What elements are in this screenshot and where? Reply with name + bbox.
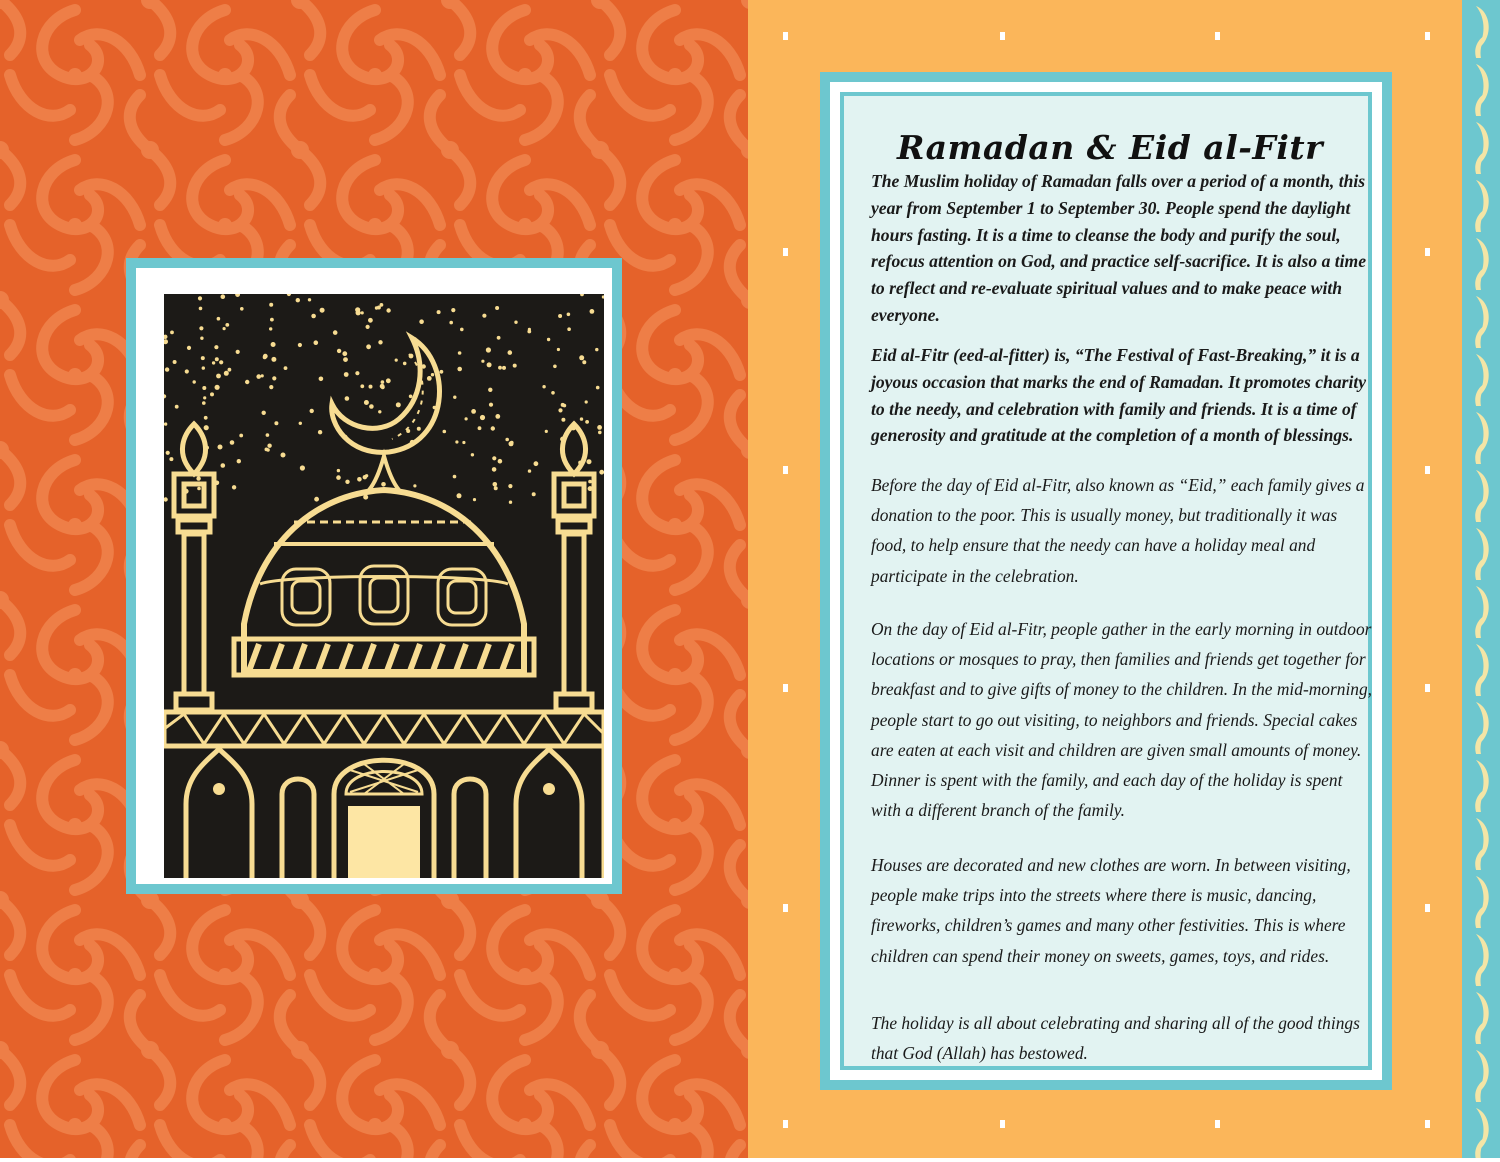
star-dot xyxy=(269,303,273,307)
star-dot xyxy=(187,346,191,350)
star-dot xyxy=(453,475,457,479)
star-dot xyxy=(333,330,338,335)
decorative-dot xyxy=(783,466,788,474)
star-dot xyxy=(298,343,302,347)
star-dot xyxy=(202,401,206,405)
star-dot xyxy=(493,482,498,487)
star-dot xyxy=(473,498,476,501)
star-dot xyxy=(319,377,324,382)
star-dot xyxy=(598,431,602,435)
star-dot xyxy=(386,378,391,383)
star-dot xyxy=(585,400,588,403)
star-dot xyxy=(378,340,382,344)
star-dot xyxy=(375,306,378,309)
star-dot xyxy=(256,374,261,379)
star-dot xyxy=(378,410,381,413)
star-dot xyxy=(567,313,571,317)
star-dot xyxy=(547,338,550,341)
star-dot xyxy=(217,317,221,321)
star-dot xyxy=(487,362,492,367)
star-dot xyxy=(215,385,220,390)
star-dot xyxy=(481,360,484,363)
star-dot xyxy=(558,314,562,318)
star-dot xyxy=(563,404,567,408)
star-dot xyxy=(495,306,499,310)
star-dot xyxy=(492,456,496,460)
star-dot xyxy=(492,467,497,472)
star-dot xyxy=(396,402,401,407)
star-dot xyxy=(272,376,276,380)
star-dot xyxy=(437,310,441,314)
star-dot xyxy=(595,348,598,351)
star-dot xyxy=(214,345,218,349)
star-dot xyxy=(557,348,560,351)
star-dot xyxy=(170,331,174,335)
star-dot xyxy=(582,360,586,364)
star-dot xyxy=(427,376,432,381)
star-dot xyxy=(240,307,244,311)
star-dot xyxy=(495,414,500,419)
star-dot xyxy=(218,445,223,450)
star-dot xyxy=(230,440,235,445)
star-dot xyxy=(534,461,539,466)
star-dot xyxy=(224,371,229,376)
star-dot xyxy=(357,477,362,482)
star-dot xyxy=(169,457,173,461)
star-dot xyxy=(337,349,341,353)
star-dot xyxy=(310,409,314,413)
star-dot xyxy=(368,318,373,323)
star-dot xyxy=(185,369,189,373)
star-dot xyxy=(299,422,302,425)
left-panel xyxy=(0,0,748,1158)
star-dot xyxy=(381,385,385,389)
star-dot xyxy=(553,365,557,369)
star-dot xyxy=(337,469,340,472)
paragraph-eid-definition: Eid al-Fitr (eed-al-fitter) is, “The Festival of Fast-Breaking,” it is a joyous occasion that marks the end of Ramadan. It promotes charity to the needy, and celebration with family and friends. It is a time of generosity and gratitude at the completion of a month of blessings. xyxy=(871,345,1367,446)
star-dot xyxy=(366,325,370,329)
star-dot xyxy=(480,415,485,420)
star-dot xyxy=(494,486,498,490)
decorative-dot xyxy=(783,904,788,912)
text-frame xyxy=(820,72,1392,1090)
star-dot xyxy=(451,308,455,312)
star-dot xyxy=(300,465,305,470)
star-dot xyxy=(381,482,386,487)
star-dot xyxy=(482,314,486,318)
star-dot xyxy=(488,388,492,392)
star-dot xyxy=(443,430,447,434)
star-dot xyxy=(221,294,226,299)
star-dot xyxy=(201,356,205,360)
star-dot xyxy=(261,374,264,377)
star-dot xyxy=(527,330,531,334)
star-dot xyxy=(381,380,385,384)
star-dot xyxy=(513,364,517,368)
star-dot xyxy=(542,385,545,388)
star-dot xyxy=(588,480,592,484)
star-dot xyxy=(212,361,215,364)
star-dot xyxy=(200,337,203,340)
star-dot xyxy=(551,391,555,395)
star-dot xyxy=(532,492,536,496)
star-dot xyxy=(216,374,221,379)
star-dot xyxy=(409,395,413,399)
star-dot xyxy=(386,308,390,312)
mosque-with-crescent-moon-icon xyxy=(164,294,604,878)
star-dot xyxy=(585,420,589,424)
star-dot xyxy=(355,371,359,375)
star-dot xyxy=(497,336,501,340)
star-dot xyxy=(345,396,350,401)
star-dot xyxy=(508,350,513,355)
star-dot xyxy=(365,474,368,477)
star-dot xyxy=(165,367,169,371)
star-dot xyxy=(197,487,201,491)
star-dot xyxy=(203,396,206,399)
paragraph-ramadan: The Muslim holiday of Ramadan falls over a period of a month, this year from September 1 to September 30. People spend the daylight hours fasting. It is a time to cleanse the body and purify the soul, refocus attention on God, and practice self-sacrifice. It is also a time to reflect and re-evaluate spiritual values and to make peace with everyone. xyxy=(871,171,1367,325)
star-dot xyxy=(453,396,456,399)
star-dot xyxy=(366,344,371,349)
star-dot xyxy=(236,350,240,354)
star-dot xyxy=(369,385,373,389)
star-dot xyxy=(361,311,364,314)
decorative-dot xyxy=(1215,1120,1220,1128)
mosque-illustration xyxy=(164,294,604,878)
decorative-dot xyxy=(1425,248,1430,256)
star-dot xyxy=(413,484,416,487)
decorative-dot xyxy=(1000,1120,1005,1128)
star-dot xyxy=(175,405,179,409)
decorative-dot xyxy=(783,248,788,256)
star-dot xyxy=(440,370,444,374)
star-dot xyxy=(266,433,270,437)
paragraph-closing: The holiday is all about celebrating and sharing all of the good things that God (Allah) has bestowed. xyxy=(871,1013,1360,1064)
star-dot xyxy=(193,380,196,383)
star-dot xyxy=(344,372,349,377)
decorative-dot xyxy=(1425,466,1430,474)
star-dot xyxy=(478,426,482,430)
star-dot xyxy=(590,309,595,314)
star-dot xyxy=(528,469,531,472)
star-dot xyxy=(262,411,266,415)
star-dot xyxy=(561,418,565,422)
decorative-dot xyxy=(783,32,788,40)
decorative-dot xyxy=(1425,904,1430,912)
star-dot xyxy=(431,373,434,376)
text-panel xyxy=(840,92,1372,1070)
star-dot xyxy=(237,459,241,463)
star-dot xyxy=(567,327,571,331)
star-dot xyxy=(199,307,203,311)
star-dot xyxy=(360,384,364,388)
star-dot xyxy=(202,386,206,390)
crescent-moon-icon xyxy=(1462,0,1500,1158)
star-dot xyxy=(308,298,311,301)
star-dot xyxy=(502,366,506,370)
text-mat xyxy=(830,82,1382,1080)
star-dot xyxy=(579,355,584,360)
star-dot xyxy=(199,326,203,330)
star-dot xyxy=(458,351,462,355)
star-dot xyxy=(204,416,208,420)
star-dot xyxy=(210,392,214,396)
star-dot xyxy=(457,367,462,372)
crescent-moon-border xyxy=(1462,0,1500,1158)
star-dot xyxy=(223,327,226,330)
star-dot xyxy=(221,463,226,468)
star-dot xyxy=(239,434,243,438)
star-dot xyxy=(263,355,267,359)
star-dot xyxy=(296,298,300,302)
star-dot xyxy=(173,360,177,364)
star-dot xyxy=(395,359,398,362)
star-dot xyxy=(274,421,278,425)
paragraph-donation: Before the day of Eid al-Fitr, also known as “Eid,” each family gives a donation to the poor. This is usually money, but traditionally it was food, to help ensure that the needy can have a holiday meal and participate in the celebration. xyxy=(871,475,1365,586)
star-dot xyxy=(460,328,464,332)
page-title: Ramadan & Eid al-Fitr xyxy=(896,128,1324,167)
star-dot xyxy=(580,417,583,420)
star-dot xyxy=(320,308,325,313)
star-dot xyxy=(471,453,474,456)
star-dot xyxy=(269,327,272,330)
star-dot xyxy=(369,404,374,409)
star-dot xyxy=(267,444,271,448)
star-dot xyxy=(403,362,407,366)
star-dot xyxy=(486,347,491,352)
star-dot xyxy=(596,386,600,390)
star-dot xyxy=(342,351,347,356)
star-dot xyxy=(449,321,453,325)
star-dot xyxy=(343,357,348,362)
star-dot xyxy=(245,380,249,384)
star-dot xyxy=(587,459,592,464)
star-dot xyxy=(265,448,269,452)
star-dot xyxy=(271,357,276,362)
star-dot xyxy=(417,427,421,431)
star-dot xyxy=(498,459,503,464)
star-dot xyxy=(509,441,514,446)
star-dot xyxy=(284,366,288,370)
star-dot xyxy=(318,430,322,434)
star-dot xyxy=(166,451,170,455)
decorative-dot xyxy=(783,1120,788,1128)
star-dot xyxy=(281,453,286,458)
star-dot xyxy=(271,342,276,347)
star-dot xyxy=(498,366,502,370)
star-dot xyxy=(202,366,205,369)
star-dot xyxy=(232,485,236,489)
star-dot xyxy=(491,426,495,430)
star-dot xyxy=(364,400,369,405)
star-dot xyxy=(164,422,167,425)
paragraph-day-of-eid: On the day of Eid al-Fitr, people gather in the early morning in outdoor locations or mosques to pray, then families and friends get together for breakfast and to give gifts of money to the children. In the mid-morning, people start to go out visiting, to neighbors and friends. Special cakes are eaten at each visit and children are given small amounts of money. Dinner is spent with the family, and each day of the holiday is spent with a different branch of the family. xyxy=(871,619,1373,821)
illustration-mat xyxy=(136,268,612,884)
decorative-dot xyxy=(1425,1120,1430,1128)
decorative-dot xyxy=(1425,32,1430,40)
illustration-frame xyxy=(126,258,622,894)
star-dot xyxy=(219,360,223,364)
star-dot xyxy=(455,440,458,443)
star-dot xyxy=(471,409,476,414)
paragraph-festivities: Houses are decorated and new clothes are worn. In between visiting, people make trips into the streets where there is music, dancing, fireworks, children’s games and many other festivities. This is where children can spend their money on sweets, games, toys, and rides. xyxy=(871,855,1351,966)
star-dot xyxy=(514,321,517,324)
star-dot xyxy=(345,480,349,484)
star-dot xyxy=(558,408,562,412)
star-dot xyxy=(505,438,509,442)
star-dot xyxy=(215,357,219,361)
star-dot xyxy=(311,314,316,319)
star-dot xyxy=(336,475,341,480)
star-dot xyxy=(545,430,548,433)
star-dot xyxy=(204,425,209,430)
star-dot xyxy=(314,340,319,345)
star-dot xyxy=(270,318,274,322)
star-dot xyxy=(465,417,468,420)
star-dot xyxy=(462,441,465,444)
decorative-dot xyxy=(1215,32,1220,40)
star-dot xyxy=(508,484,512,488)
decorative-dot xyxy=(783,684,788,692)
star-dot xyxy=(489,403,493,407)
star-dot xyxy=(457,493,462,498)
star-dot xyxy=(196,476,200,480)
star-dot xyxy=(597,425,602,430)
star-dot xyxy=(314,497,319,502)
decorative-dot xyxy=(1000,32,1005,40)
star-dot xyxy=(198,296,202,300)
star-dot xyxy=(355,307,360,312)
star-dot xyxy=(419,319,424,324)
decorative-dot xyxy=(1425,684,1430,692)
star-dot xyxy=(225,323,229,327)
star-dot xyxy=(599,470,604,475)
star-dot xyxy=(269,385,273,389)
star-dot xyxy=(228,368,232,372)
star-dot xyxy=(509,501,512,504)
